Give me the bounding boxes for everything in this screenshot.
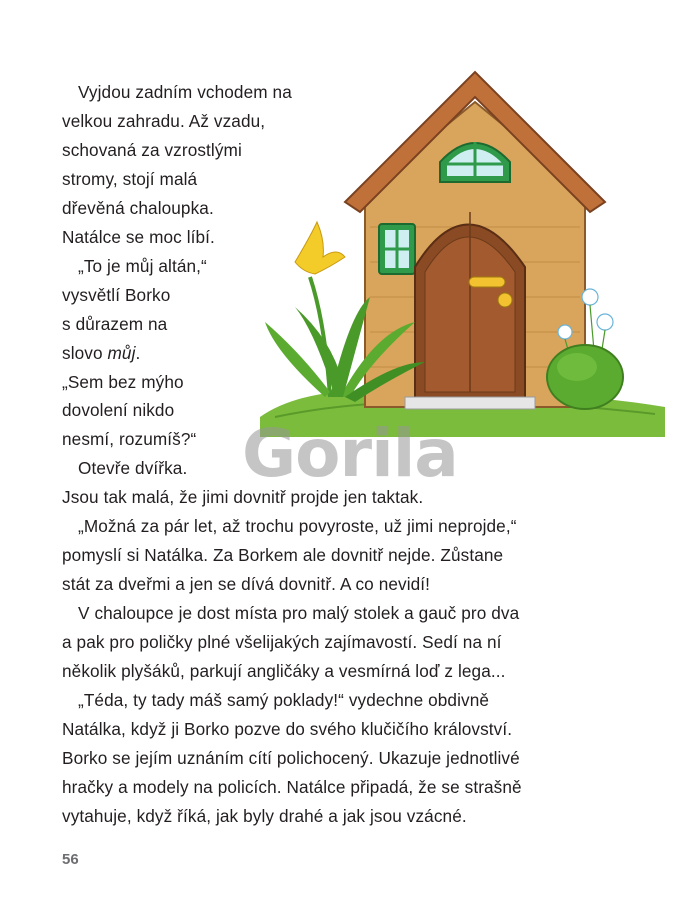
text-line xyxy=(62,806,467,826)
text-line xyxy=(78,603,519,623)
text-line xyxy=(62,400,174,420)
text-line-content: dřevěná chaloupka. xyxy=(62,197,214,218)
emphasized-word: můj xyxy=(107,342,136,363)
door-handle xyxy=(498,293,512,307)
text-line xyxy=(62,198,214,218)
side-window xyxy=(379,224,415,274)
text-line-content: několik plyšáků, parkují angličáky a vesmírná loď z lega... xyxy=(62,661,506,681)
text-line xyxy=(78,516,517,536)
text-line-content: hračky a modely na policích. Natálce připadá, že se strašně xyxy=(62,776,522,797)
text-line xyxy=(62,748,520,768)
text-line xyxy=(62,169,197,189)
text-line-suffix: . xyxy=(135,342,141,363)
text-line xyxy=(78,256,207,276)
text-line xyxy=(62,661,506,681)
text-line xyxy=(78,690,489,710)
text-line-content: s důrazem na xyxy=(62,313,168,334)
text-line-content: stát za dveřmi a jen se dívá dovnitř. A co nevidí! xyxy=(62,574,431,595)
text-line-content: „Téda, ty tady máš samý poklady!“ vydechne obdivně xyxy=(78,689,490,710)
garden-house-illustration xyxy=(255,62,670,437)
text-line-content: vytahuje, když říká, jak byly drahé a jak jsou vzácné. xyxy=(62,805,467,826)
text-line-content: vysvětlí Borko xyxy=(62,284,171,305)
text-line-content: „Sem bez mýho xyxy=(62,371,184,392)
text-line xyxy=(62,545,503,565)
text-line-content: velkou zahradu. Až vzadu, xyxy=(62,110,266,131)
text-line-content: dovolení nikdo xyxy=(62,400,175,421)
text-line-content: Natálka, když ji Borko pozve do svého klučičího království. xyxy=(62,718,513,739)
text-line xyxy=(62,574,430,594)
text-line xyxy=(62,777,522,797)
page-number: 56 xyxy=(62,851,79,868)
text-line-content: Natálce se moc líbí. xyxy=(62,226,215,247)
text-line xyxy=(62,429,196,449)
text-line xyxy=(62,227,215,247)
text-line-content: stromy, stojí malá xyxy=(62,168,198,189)
text-line-content: Otevře dvířka. xyxy=(78,458,188,479)
text-line xyxy=(78,458,187,478)
text-line xyxy=(62,719,512,739)
text-line-content: a pak pro poličky plné všelijakých zajímavostí. Sedí na ní xyxy=(62,632,502,653)
text-line xyxy=(62,111,265,131)
text-line xyxy=(62,632,502,652)
text-line xyxy=(62,285,170,305)
door-step xyxy=(405,397,535,409)
text-line xyxy=(62,343,140,363)
text-line-content: nesmí, rozumíš?“ xyxy=(62,429,197,450)
text-line xyxy=(62,140,242,160)
watermark: Gorila xyxy=(242,415,458,492)
text-line xyxy=(62,372,184,392)
text-line-content: Vyjdou zadním vchodem na xyxy=(78,82,292,102)
text-line-content: Borko se jejím uznáním cítí polichocený. Ukazuje jednotlivé xyxy=(62,747,520,768)
text-line xyxy=(62,314,167,334)
text-line-content: slovo xyxy=(62,342,108,363)
text-line-content: Jsou tak malá, že jimi dovnitř projde jen taktak. xyxy=(62,487,424,508)
text-line-content: schovaná za vzrostlými xyxy=(62,139,242,160)
text-line-content: „To je můj altán,“ xyxy=(78,255,207,276)
text-line-content: V chaloupce je dost místa pro malý stolek a gauč pro dva xyxy=(78,603,520,624)
text-line-content: pomyslí si Natálka. Za Borkem ale dovnitř nejde. Zůstane xyxy=(62,545,504,566)
text-line-content: „Možná za pár let, až trochu povyroste, už jimi neprojde,“ xyxy=(78,516,517,537)
